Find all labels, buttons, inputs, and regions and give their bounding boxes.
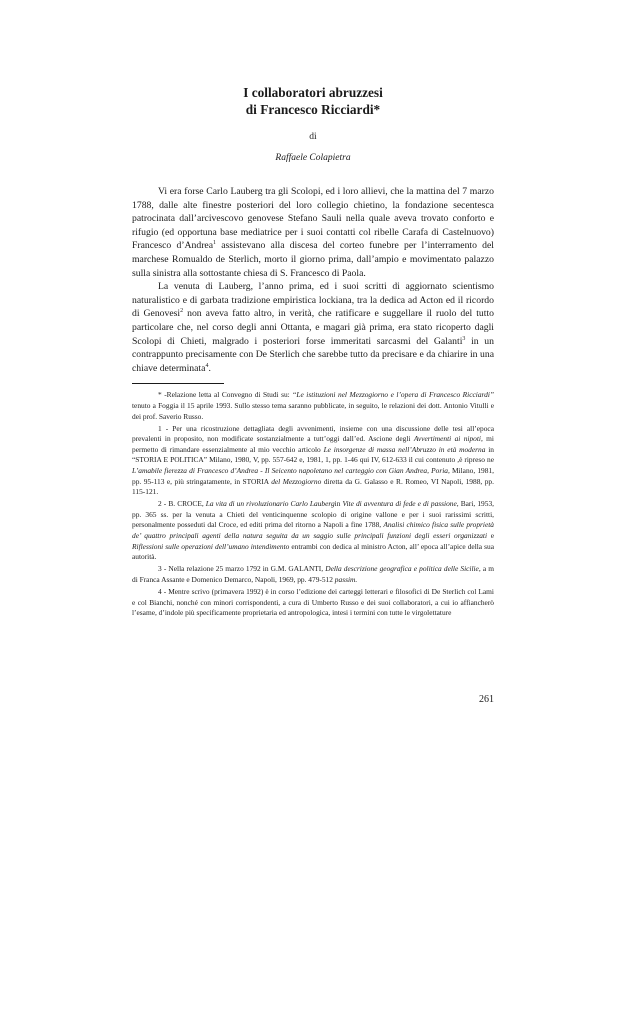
footnote-4	[132, 587, 494, 619]
italic-run: Della descrizione geografica e politica delle Sicilie	[325, 564, 479, 574]
italic-run: Le insorgenze di massa nell’Abruzzo in età moderna	[323, 444, 486, 454]
text-run: Vi era forse Carlo Lauberg tra gli Scolopi, ed i loro allievi, che la mattina del 7 marzo 1788, dalle alte finestre posteriori del loro collegio chietino, la fondazione secentesca patrocinata dall’arcivescovo genovese Stefano Sauli nella quale aveva trovato conforto e rifugio (ed opportuna base mediatrice per i suoi contatti col ribelle Carafa di Castelnuovo) Francesco d’Andrea	[132, 186, 494, 252]
body-paragraph-1	[132, 185, 494, 280]
byline: di	[309, 132, 317, 142]
text-run: 4 - Mentre scrivo (primavera 1992) è in corso l’edizione dei carteggi letterari e filosofici di De Sterlich col Lami e col Bianchi, nonché con minori corrispondenti, a cura di Umberto Russo e dei suoi collaboratori, a cui io affiancherò l’esame, d’indole più specificamente proprietaria ed antropologica, intesi i termini con tutte le virgolettature	[132, 587, 494, 618]
text-run: La venuta di Lauberg, l’anno prima, ed i suoi scritti di aggiornato scientismo naturalistico e di garbata tradizione empiristica lockiana, tra la dedica ad Acton ed il ricordo di Genovesi	[132, 281, 494, 320]
footnote-1	[132, 424, 494, 498]
text-run: in un contrappunto precisamente con De Sterlich che sarebbe tutto da precisare e da chiarire in una chiave determinata	[132, 335, 494, 374]
footnote-ref: 4	[205, 362, 209, 369]
italic-run: La vita di un rivoluzionario Carlo Lauberg	[205, 499, 335, 509]
article-body	[132, 185, 494, 375]
text-run: in “STORIA E POLITICA” Milano, 1980, V, pp. 557-642 e, 1981, 1, pp. 1-46 qui IV, 612-633 il cui contenuto ,è ripreso ne	[132, 444, 494, 465]
italic-run: del Mezzogiorno	[271, 476, 322, 486]
text-run: 2 - B. CROCE,	[158, 499, 206, 509]
text-run: * -Relazione letta al Convegno di Studi su:	[158, 390, 293, 400]
italic-run: passim.	[334, 574, 358, 584]
text-run: tenuto a Foggia il 15 aprile 1993. Sullo stesso tema saranno pubblicate, in seguito, le relazioni dei dott. Antonio Vitulli e dei prof. Saverio Russo.	[132, 400, 494, 421]
italic-run: Riflessioni sulle operazioni dell’umano intendimento	[132, 541, 290, 551]
footnotes	[132, 390, 494, 618]
text-run: Milano, 1981, pp. 95-113 e, più stringatamente, in STORIA	[132, 465, 494, 486]
text-run: e	[487, 531, 494, 541]
italic-run: Analisi chimico fisica sulle proprietà de’ quattro principali agenti della natura seguita da un saggio sulle principali funzioni degli esseri organizzati	[132, 520, 494, 541]
text-run: 3 - Nella relazione 25 marzo 1792 in G.M. GALANTI,	[158, 564, 326, 574]
text-run: , Bari, 1953, pp. 365 ss. per la venuta a Chieti del venticinquenne scolopio di origine vallone e per i suoi rarissimi scritti, personalmente posseduti dal Croce, ed editi prima del ritorno a Napoli a fine 1788,	[132, 499, 494, 530]
body-paragraph-2	[132, 280, 494, 375]
italic-run: “Le istituzioni nel Mezzogiorno e l’opera di Francesco Ricciardi”	[292, 390, 494, 400]
title-line-2: di Francesco Ricciardi*	[245, 102, 381, 117]
article-title	[132, 84, 494, 118]
page-number: 261	[479, 694, 494, 705]
text-run: , a m di Franca Assante e Domenico Demarco, Napoli, 1969, pp. 479-512	[132, 564, 494, 584]
italic-run: Avvertimenti ai nipoti	[413, 434, 481, 444]
text-run: non aveva fatto altro, in verità, che ratificare e suggellare il ruolo del tutto particolare che, nel corso degli anni Ottanta, e magari già prima, era stato ricoperto dagli Scolopi di Chieti, malgrado i posteriori forse immeritati sarcasmi del Galanti	[132, 308, 494, 347]
article-page	[132, 84, 494, 620]
footnote-2	[132, 499, 494, 563]
text-run: in	[334, 499, 343, 509]
text-run: .	[208, 362, 211, 374]
footnote-ref: 2	[180, 308, 184, 315]
text-run: entrambi con dedica al ministro Acton, all’ epoca all’apice della sua autorità.	[132, 541, 495, 562]
text-run: assistevano alla discesa del corteo funebre per l’interramento del marchese Romualdo de Sterlich, morto il giorno prima, dall’ampio e movimentato palazzo sulla sinistra alla sottostante chiesa di S. Francesco di Paola.	[132, 240, 494, 279]
text-run: diretta da G. Galasso e R. Romeo, VI Napoli, 1988, pp. 115-121.	[132, 476, 494, 497]
italic-run: Vite di avventura di fede e di passione	[342, 499, 457, 509]
footnote-star	[132, 390, 494, 422]
footnote-3	[132, 564, 494, 585]
italic-run: L’amabile fierezza di Francesco d’Andrea - Il Seicento napoletano nel carteggio con Gian Andrea, Poria,	[132, 465, 450, 475]
footnote-ref: 3	[462, 335, 466, 342]
footnote-ref: 1	[213, 240, 217, 247]
author-name: Raffaele Colapietra	[275, 153, 351, 163]
title-line-1: I collaboratori abruzzesi	[243, 85, 383, 100]
text-run: , mi permetto di rimandare essenzialmente al mio vecchio articolo	[132, 434, 494, 454]
footnote-separator	[132, 383, 224, 384]
text-run: 1 - Per una ricostruzione dettagliata degli avvenimenti, insieme con una discussione delle tesi all’epoca prevalenti in proposito, non modificate sostanzialmente a tutt’oggi dall’ed. Ascione degli	[132, 423, 494, 444]
